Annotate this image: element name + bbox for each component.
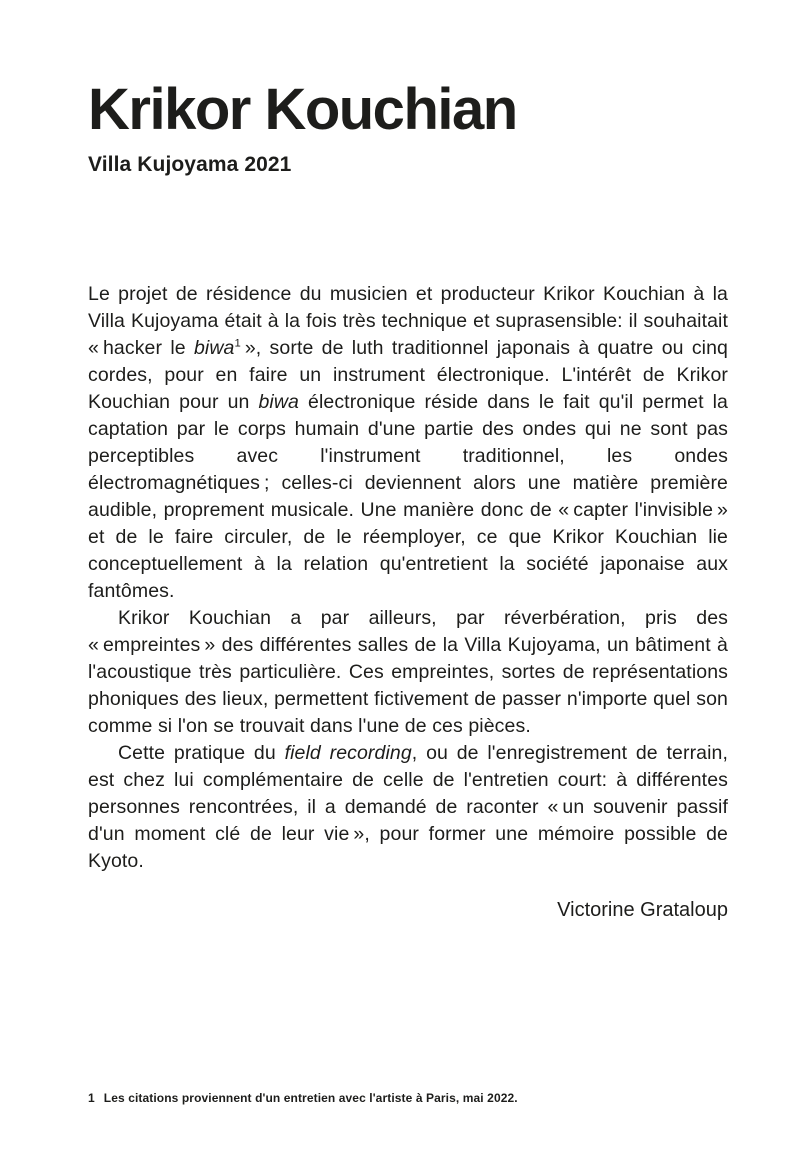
article-body [88, 281, 728, 922]
page-title: Krikor Kouchian [88, 77, 517, 142]
paragraph-2 [88, 605, 728, 740]
italic-term-field-recording: field recording [284, 742, 412, 765]
footnote-text: Les citations proviennent d'un entretien avec l'artiste à Paris, mai 2022. [103, 1091, 518, 1105]
paragraph-3 [88, 740, 728, 875]
page-subtitle: Villa Kujoyama 2021 [88, 153, 292, 177]
footnote-marker: 1 [88, 1091, 95, 1105]
paragraph-1-text: Le projet de résidence du musicien et producteur Krikor Kouchian à la Villa Kujoyama était à la fois très technique et suprasensible: il souhaitait « hacker le [88, 283, 728, 360]
footnote [88, 1091, 518, 1105]
document-header [88, 77, 728, 177]
italic-term-biwa: biwa [193, 337, 235, 360]
paragraph-1 [88, 281, 728, 605]
footnote-reference-1: 1 [234, 337, 241, 350]
paragraph-3-text: , ou de l'enregistrement de terrain, est chez lui complémentaire de celle de l'entretien court: à différentes personnes rencontrées, il a demandé de raconter « un souvenir passif d'un moment clé de leur vie », pour former une mémoire possible de Kyoto. [88, 742, 728, 873]
paragraph-2-text: Krikor Kouchian a par ailleurs, par réverbération, pris des « empreintes » des différentes salles de la Villa Kujoyama, un bâtiment à l'acoustique très particulière. Ces empreintes, sortes de représentations phoniques des lieux, permettent fictivement de passer n'importe quel son comme si l'on se trouvait dans l'une de ces pièces. [88, 607, 728, 738]
paragraph-1-text: électronique réside dans le fait qu'il permet la captation par le corps humain d'une partie des ondes qui ne sont pas perceptibles avec l'instrument traditionnel, les ondes électromagnétiques ; celles-ci deviennent alors une matière première audible, proprement musicale. Une manière donc de « capter l'invisible » et de le faire circuler, de le réemployer, ce que Krikor Kouchian lie conceptuellement à la relation qu'entretient la société japonaise aux fantômes. [88, 391, 728, 603]
paragraph-3-text: Cette pratique du [118, 742, 285, 765]
paragraph-1-text: », sorte de luth traditionnel japonais à quatre ou cinq cordes, pour en faire un instrument électronique. L'intérêt de Krikor Kouchian pour un [88, 337, 728, 414]
author-byline: Victorine Grataloup [557, 899, 728, 922]
italic-term-biwa: biwa [258, 391, 299, 414]
